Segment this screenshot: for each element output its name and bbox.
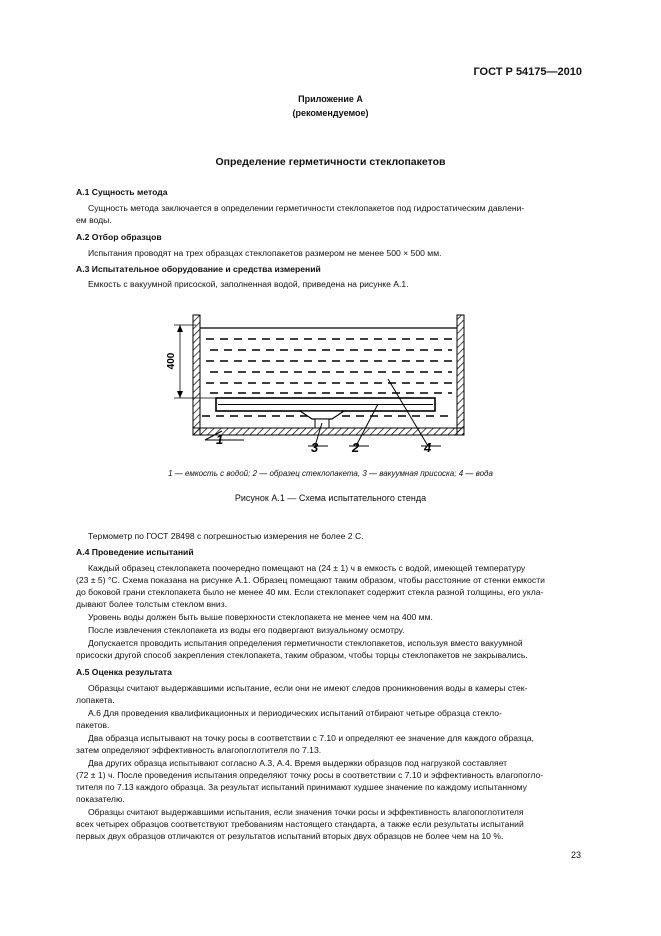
a6-p2-line1: Два образца испытывают на точку росы в соответствии с 7.10 и определяют ее значение для каждого образца, (88, 733, 534, 743)
section-a1-text-line1: Сущность метода заключается в определении герметичности стеклопакетов под гидростатическим давлени- (88, 203, 525, 213)
annex-heading: Определение герметичности стеклопакетов (215, 156, 446, 168)
section-a3-text: Емкость с вакуумной присоской, заполненная водой, приведена на рисунке А.1. (88, 279, 409, 289)
document-code: ГОСТ Р 54175—2010 (473, 66, 582, 78)
a4-p1-line1: Каждый образец стеклопакета поочередно помещают на (24 ± 1) ч в емкость с водой, имеющей температуру (88, 563, 526, 573)
a4-p1-line4: дывают более толстым стеклом вниз. (76, 599, 228, 609)
section-a5-heading: А.5 Оценка результата (76, 667, 172, 677)
section-a1-heading: А.1 Сущность метода (76, 187, 168, 197)
a6-line2: пакетов. (76, 720, 110, 730)
a5-p1-line2: лопакета. (76, 695, 115, 705)
section-a3-heading: А.3 Испытательное оборудование и средства измерений (76, 264, 321, 274)
test-stand-diagram (160, 305, 480, 457)
page-number: 23 (570, 850, 581, 860)
a4-p1-line2: (23 ± 5) °С. Схема показана на рисунке А.1. Образец помещают таким образом, чтобы расстояние от стенки емкости (76, 575, 545, 585)
figure-legend: 1 — емкость с водой; 2 — образец стеклопакета, 3 — вакуумная присоска; 4 — вода (168, 469, 493, 478)
callout-3: 3 (311, 440, 319, 455)
annex-subtitle: (рекомендуемое) (292, 108, 369, 118)
vacuum-suction-cup (300, 411, 344, 428)
section-a4-heading: А.4 Проведение испытаний (76, 547, 194, 557)
a6-line1: А.6 Для проведения квалификационных и периодических испытаний отбирают четыре образца стекло- (88, 708, 502, 718)
a6-p2-line2: затем определяют эффективность влагопоглотителя по 7.13. (76, 745, 322, 755)
callout-1: 1 (216, 432, 224, 447)
dimension-label: 400 (166, 352, 177, 370)
callout-4: 4 (424, 440, 432, 455)
section-a2-text: Испытания проводят на трех образцах стеклопакетов размером не менее 500 × 500 мм. (88, 248, 442, 258)
section-a1-text-line2: ем воды. (76, 215, 112, 225)
a4-p1-line3: до боковой грани стеклопакета было не менее 40 мм. Если стеклопакет содержит стекла разной толщины, его укла- (76, 587, 544, 597)
a6-p4-line2: всех четырех образцов соответствуют требованиям настоящего стандарта, а также если результаты испытаний (76, 819, 524, 829)
glass-unit-sample (216, 398, 435, 411)
a4-p2: Уровень воды должен быть выше поверхности стеклопакета не менее чем на 400 мм. (88, 612, 433, 622)
a4-p4-line2: присоски другой способ закрепления стеклопакета, таким образом, чтобы торцы стеклопакетов не закрывались. (76, 650, 528, 660)
callout-2: 2 (352, 440, 360, 455)
a6-p3-line3: тителя по 7.13 каждого образца. За результат испытаний принимают худшее значение по каждому испытанному (76, 782, 527, 792)
a6-p3-line4: показателю. (76, 794, 125, 804)
figure-title: Рисунок А.1 — Схема испытательного стенда (234, 493, 427, 503)
a6-p4-line3: первых двух образцов отличаются от результатов испытаний вторых двух образцов не более чем на 10 %. (76, 831, 504, 841)
a6-p3-line1: Два других образца испытывают согласно А.3, А.4. Время выдержки образцов под нагрузкой составляет (88, 758, 508, 768)
a4-p3: После извлечения стеклопакета из воды его подвергают визуальному осмотру. (88, 625, 405, 635)
a4-p4-line1: Допускается проводить испытания определения герметичности стеклопакетов, используя вместо вакуумной (88, 638, 523, 648)
thermometer-text: Термометр по ГОСТ 28498 с погрешностью измерения не более 2 С. (88, 531, 364, 541)
a6-p3-line2: (72 ± 1) ч. После проведения испытания определяют точку росы в соответствии с 7.10 и эффективность влагопогло- (76, 770, 544, 780)
section-a2-heading: А.2 Отбор образцов (76, 232, 162, 242)
a5-p1-line1: Образцы считают выдержавшими испытание, если они не имеют следов проникновения воды в камеры стек- (88, 683, 528, 693)
a6-p4-line1: Образцы считают выдержавшими испытания, если значения точки росы и эффективность влагопоглотителя (88, 807, 524, 817)
annex-title: Приложение А (298, 94, 363, 104)
